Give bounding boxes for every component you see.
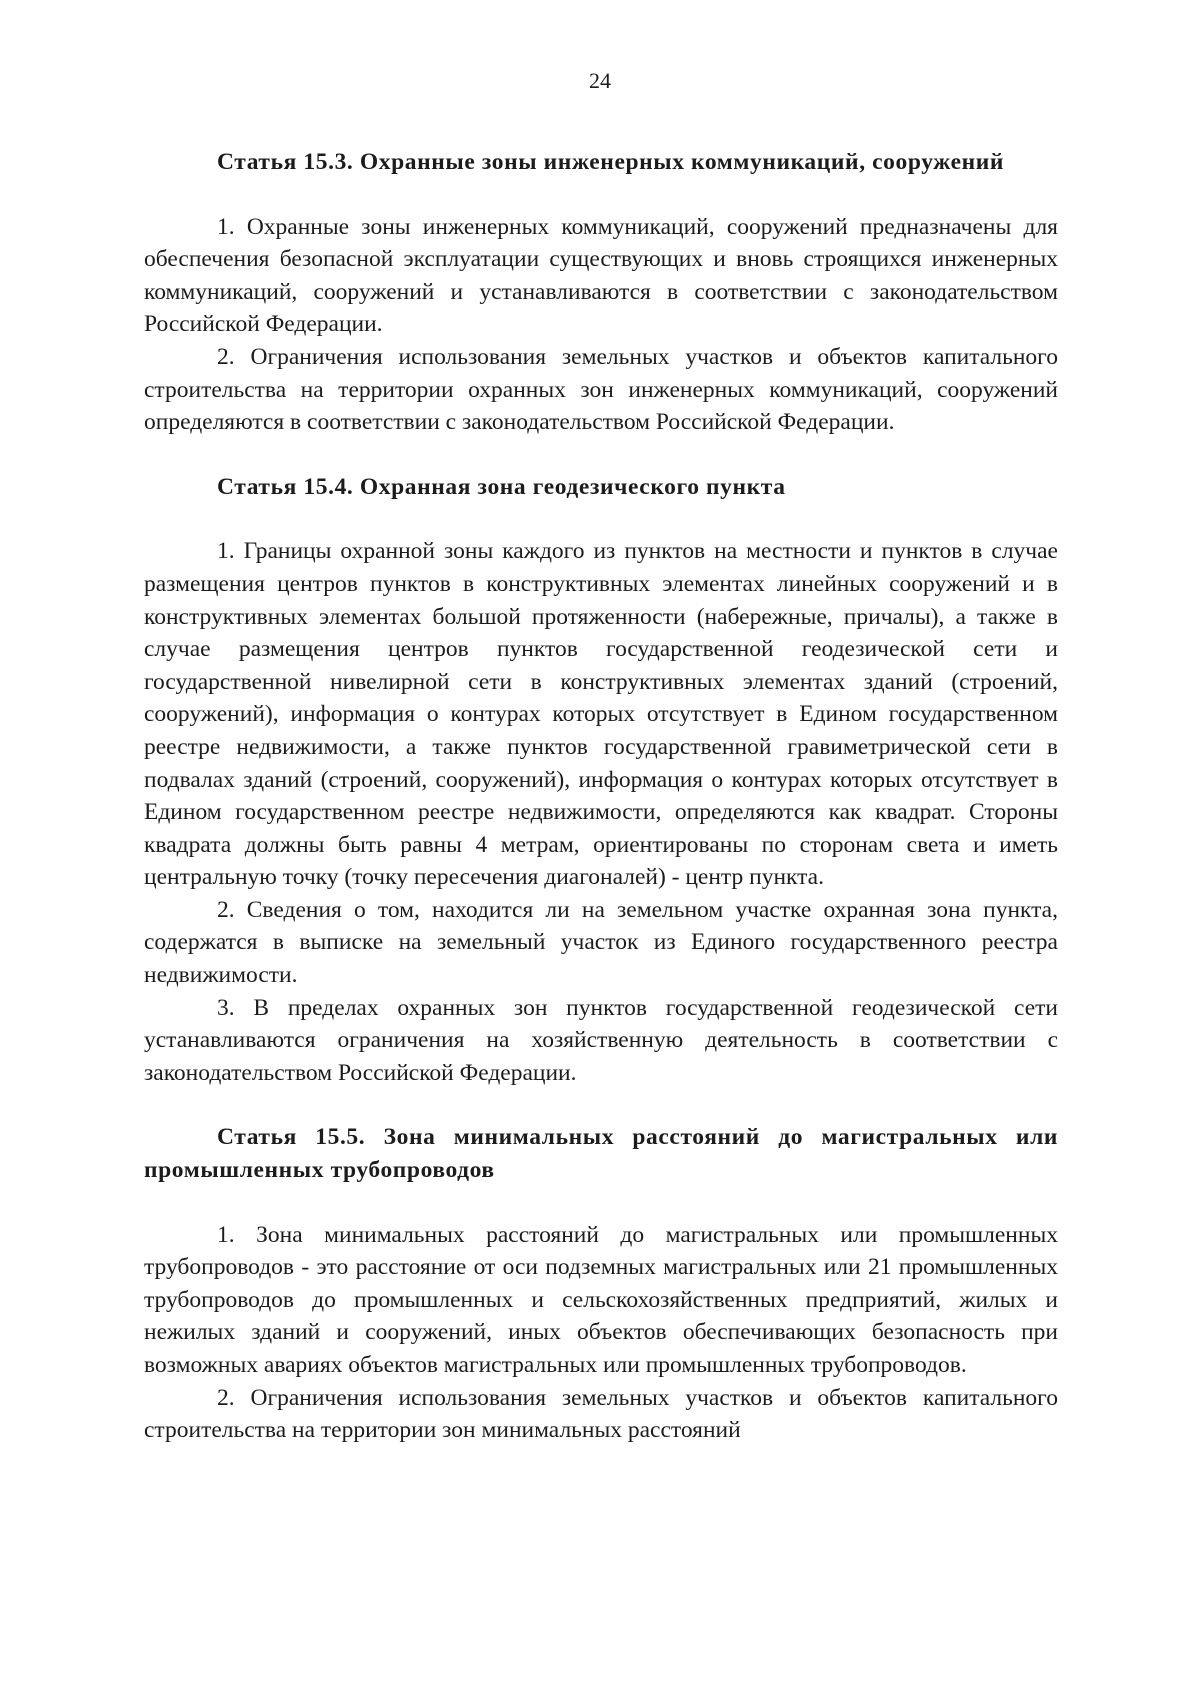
page-number: 24 [589,68,611,93]
article-paragraph: 3. В пределах охранных зон пунктов государственной геодезической сети устанавливаются ограничения на хозяйственную деятельность в соответствии с законодательством Российской Федерации. [144,994,1058,1086]
article-paragraph: 2. Сведения о том, находится ли на земельном участке охранная зона пункта, содержатся в выписке на земельный участок из Единого государственного реестра недвижимости. [144,896,1058,989]
article-heading: Статья 15.4. Охранная зона геодезического пункта [217,473,786,500]
article-paragraph: 2. Ограничения использования земельных участков и объектов капитального строительства на территории охранных зон инженерных коммуникаций, сооружений определяются в соответствии с законодательством Российской Федерации. [144,343,1058,436]
document-body [144,146,1058,1447]
article-paragraph: 1. Зона минимальных расстояний до магистральных или промышленных трубопроводов - это расстояние от оси подземных магистральных или 21 промышленных трубопроводов до промышленных и сельскохозяйственных предприятий, жилых и нежилых зданий и сооружений, иных объектов обеспечивающих безопасность при возможных авариях объектов магистральных или промышленных трубопроводов. [144,1221,1058,1378]
article-paragraph: 2. Ограничения использования земельных участков и объектов капитального строительства на территории зон минимальных расстояний [144,1384,1058,1444]
article-15-5 [144,1121,1058,1446]
article-heading: Статья 15.5. Зона минимальных расстояний до магистральных или промышленных трубопроводов [144,1124,1058,1184]
article-15-3 [144,146,1058,439]
article-paragraph: 1. Охранные зоны инженерных коммуникаций, сооружений предназначены для обеспечения безопасной эксплуатации существующих и вновь строящихся инженерных коммуникаций, сооружений и устанавливаются в соответствии с законодательством Российской Федерации. [144,213,1058,338]
article-paragraph: 1. Границы охранной зоны каждого из пунктов на местности и пунктов в случае размещения центров пунктов в конструктивных элементах линейных сооружений и в конструктивных элементах большой протяженности (набережные, причалы), а также в случае размещения центров пунктов государственной геодезической сети и государственной нивелирной сети в конструктивных элементах зданий (строений, сооружений), информация о контурах которых отсутствует в Едином государственном реестре недвижимости, а также пунктов государственной гравиметрической сети в подвалах зданий (строений, сооружений), информация о контурах которых отсутствует в Едином государственном реестре недвижимости, определяются как квадрат. Стороны квадрата должны быть равны 4 метрам, ориентированы по сторонам света и иметь центральную точку (точку пересечения диагоналей) - центр пункта. [144,538,1058,891]
article-heading: Статья 15.3. Охранные зоны инженерных коммуникаций, сооружений [217,149,1005,175]
article-15-4 [144,471,1058,1090]
